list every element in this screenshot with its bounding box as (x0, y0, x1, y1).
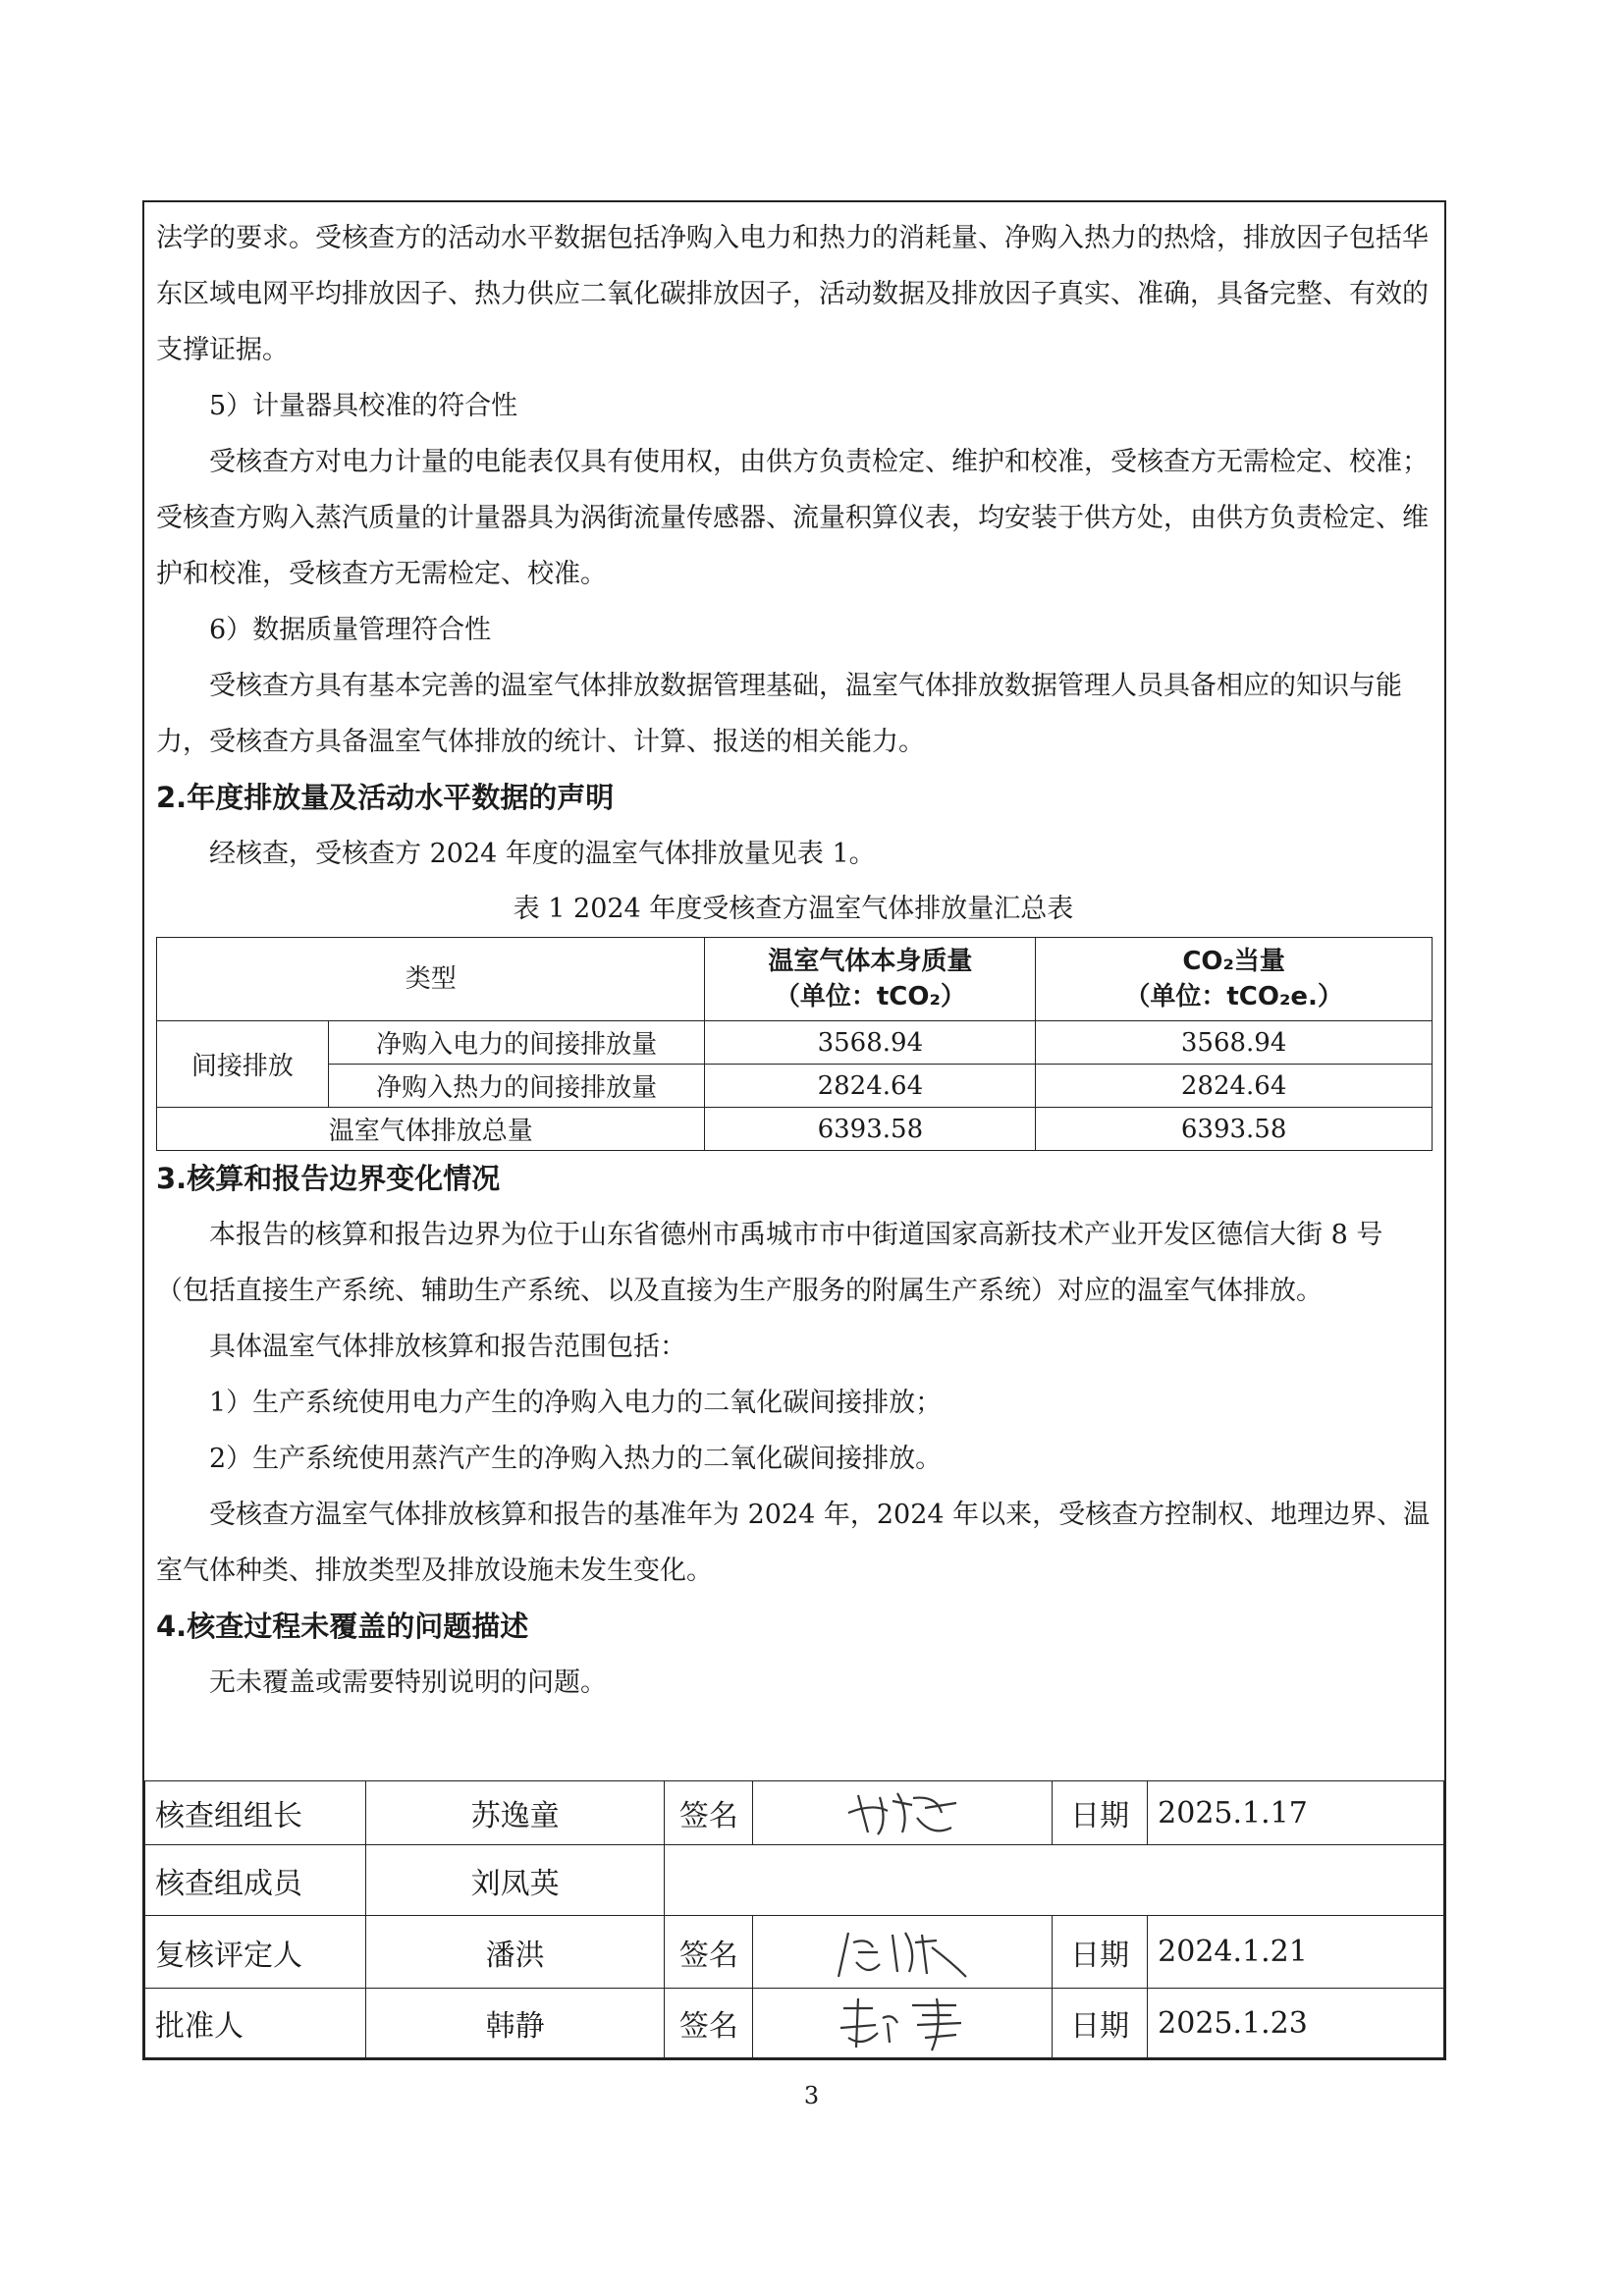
person-name: 苏逸童 (365, 1781, 665, 1845)
signoff-table (144, 1780, 1444, 2058)
person-name: 韩静 (365, 1989, 665, 2058)
handwritten-signature (819, 1923, 986, 1982)
signature-cell (753, 1781, 1053, 1845)
section-2-intro: 经核查，受核查方 2024 年度的温室气体排放量见表 1。 (209, 839, 876, 869)
role-label: 核查组成员 (145, 1845, 366, 1916)
signoff-row-lead (145, 1781, 1444, 1845)
group-indirect: 间接排放 (157, 1021, 329, 1108)
paragraph-calibration: 受核查方对电力计量的电能表仅具有使用权，由供方负责检定、维护和校准，受核查方无需检定、校准；受核查方购入蒸汽质量的计量器具为涡街流量传感器、流量积算仪表，均安装于供方处，由供方负责检定、维护和校准，受核查方无需检定、校准。 (156, 447, 1429, 589)
header-type: 类型 (157, 938, 705, 1021)
header-mass-unit: （单位：tCO₂） (774, 982, 966, 1011)
header-equivalent (1036, 938, 1433, 1021)
signature-cell (753, 1916, 1053, 1989)
table-row (157, 1021, 1433, 1065)
handwritten-signature (819, 1783, 986, 1842)
role-label: 核查组组长 (145, 1781, 366, 1845)
report-frame (142, 200, 1446, 2060)
row-equivalent: 3568.94 (1036, 1021, 1433, 1065)
row-label: 净购入电力的间接排放量 (328, 1021, 705, 1065)
handwritten-signature (819, 1994, 986, 2052)
role-label: 批准人 (145, 1989, 366, 2058)
sign-label: 签名 (665, 1781, 753, 1845)
header-mass-title: 温室气体本身质量 (768, 947, 973, 976)
empty-cell (665, 1845, 1444, 1916)
section-2-title: 2.年度排放量及活动水平数据的声明 (156, 781, 615, 814)
table-total-row (157, 1108, 1433, 1151)
row-mass: 2824.64 (705, 1065, 1036, 1108)
table-header-row (157, 938, 1433, 1021)
row-label: 净购入热力的间接排放量 (328, 1065, 705, 1108)
row-mass: 3568.94 (705, 1021, 1036, 1065)
sign-label: 签名 (665, 1916, 753, 1989)
signoff-row-reviewer (145, 1916, 1444, 1989)
date-label: 日期 (1053, 1916, 1148, 1989)
subheading-data-quality: 6）数据质量管理符合性 (209, 615, 492, 645)
total-mass: 6393.58 (705, 1108, 1036, 1151)
section-3-scope-item-1: 1）生产系统使用电力产生的净购入电力的二氧化碳间接排放； (209, 1388, 943, 1418)
date-label: 日期 (1053, 1989, 1148, 2058)
report-body (156, 210, 1431, 1711)
section-3-scope-item-2: 2）生产系统使用蒸汽产生的净购入热力的二氧化碳间接排放。 (209, 1444, 943, 1474)
section-4-title: 4.核查过程未覆盖的问题描述 (156, 1610, 529, 1643)
total-equivalent: 6393.58 (1036, 1108, 1433, 1151)
paragraph-data-quality: 受核查方具有基本完善的温室气体排放数据管理基础，温室气体排放数据管理人员具备相应的知识与能力，受核查方具备温室气体排放的统计、计算、报送的相关能力。 (156, 671, 1402, 757)
role-label: 复核评定人 (145, 1916, 366, 1989)
paragraph-methods-end: 法学的要求。受核查方的活动水平数据包括净购入电力和热力的消耗量、净购入热力的热焓，排放因子包括华东区域电网平均排放因子、热力供应二氧化碳排放因子，活动数据及排放因子真实、准确，具备完整、有效的支撑证据。 (156, 223, 1429, 365)
section-4-text: 无未覆盖或需要特别说明的问题。 (209, 1667, 607, 1698)
section-3-boundary: 本报告的核算和报告边界为位于山东省德州市禹城市市中街道国家高新技术产业开发区德信大街 8 号（包括直接生产系统、辅助生产系统、以及直接为生产服务的附属生产系统）对应的温室气体排放。 (156, 1220, 1383, 1306)
person-name: 潘洪 (365, 1916, 665, 1989)
date-label: 日期 (1053, 1781, 1148, 1845)
emissions-table (156, 937, 1433, 1151)
sign-date: 2025.1.23 (1148, 1989, 1444, 2058)
header-mass (705, 938, 1036, 1021)
signature-cell (753, 1989, 1053, 2058)
header-equivalent-title: CO₂当量 (1182, 947, 1285, 976)
section-3-scope-intro: 具体温室气体排放核算和报告范围包括： (209, 1332, 686, 1362)
sign-date: 2025.1.17 (1148, 1781, 1444, 1845)
section-3-title: 3.核算和报告边界变化情况 (156, 1162, 501, 1195)
row-equivalent: 2824.64 (1036, 1065, 1433, 1108)
total-label: 温室气体排放总量 (157, 1108, 705, 1151)
header-equivalent-unit: （单位：tCO₂e.） (1124, 982, 1343, 1011)
sign-date: 2024.1.21 (1148, 1916, 1444, 1989)
table-1-caption: 表 1 2024 年度受核查方温室气体排放量汇总表 (513, 894, 1074, 924)
signoff-row-member (145, 1845, 1444, 1916)
page-number: 3 (803, 2082, 820, 2109)
section-3-base-year: 受核查方温室气体排放核算和报告的基准年为 2024 年，2024 年以来，受核查方控制权、地理边界、温室气体种类、排放类型及排放设施未发生变化。 (156, 1500, 1431, 1586)
subheading-calibration: 5）计量器具校准的符合性 (209, 391, 518, 421)
sign-label: 签名 (665, 1989, 753, 2058)
table-row (157, 1065, 1433, 1108)
signoff-row-approver (145, 1989, 1444, 2058)
person-name: 刘凤英 (365, 1845, 665, 1916)
